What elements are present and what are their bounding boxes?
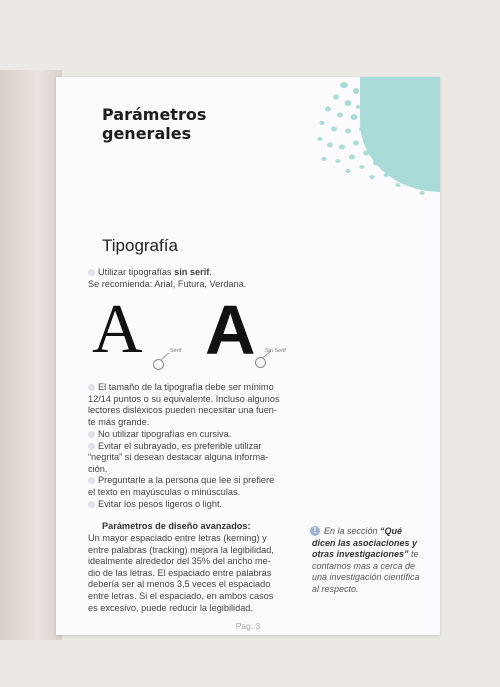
bullet-sans-serif <box>88 267 246 290</box>
title-line-2: generales <box>102 124 192 143</box>
preguntar-line-1: Preguntarle a la persona que lee si prefiere <box>98 475 275 486</box>
size-line-2: 12/14 puntos o su equivalente. Incluso algunos <box>88 393 280 404</box>
advanced-line-2: entre palabras (tracking) mejora la legibilidad, <box>88 544 274 555</box>
bullet-dot-icon <box>88 477 95 484</box>
bullet-dot-icon <box>88 269 95 276</box>
advanced-line-1: Un mayor espaciado entre letras (kerning) y <box>88 533 267 543</box>
serif-callout-line <box>161 353 169 360</box>
sans-serif-label: Sin Serif <box>265 348 286 354</box>
advanced-line-4: dio de las letras. El espaciado entre palabras <box>88 567 272 578</box>
bullet-dot-icon <box>88 384 95 391</box>
bullet-pesos: Evitar los pesos ligeros o light. <box>98 498 223 509</box>
sans-callout-circle <box>255 357 266 368</box>
note-bold: “Qué dicen las asociaciones y otras investigaciones” <box>312 526 418 560</box>
bullet-list-rules <box>88 429 433 510</box>
decorative-dot-pattern <box>314 77 440 207</box>
booklet-page <box>56 77 440 635</box>
section-heading: Tipografía <box>102 236 178 255</box>
subrayado-line-2: “negrita” si desean destacar alguna informa- <box>88 452 269 463</box>
bullet-text-end: . <box>209 267 212 277</box>
advanced-line-3: idealmente alrededor del 35% del ancho me- <box>88 556 271 567</box>
bullet-bold-text: sin serif <box>174 267 210 277</box>
subrayado-line-1: Evitar el subrayado, es preferible utilizar <box>98 440 262 451</box>
advanced-line-5: debería ser al menos 3,5 veces el espaciado <box>88 579 271 590</box>
advanced-heading: Parámetros de diseño avanzados: <box>102 521 251 531</box>
book-spine-shadow <box>0 70 62 640</box>
bullet-dot-icon <box>88 431 95 438</box>
page-title <box>102 105 206 143</box>
advanced-paragraph <box>88 533 302 614</box>
size-line-1: El tamaño de la tipografía debe ser mínimo <box>98 382 274 392</box>
serif-letter-sample: A <box>92 291 143 368</box>
bullet-cursiva: No utilizar tipografías en cursiva. <box>98 429 232 439</box>
bullet-dot-icon <box>88 501 95 508</box>
title-line-1: Parámetros <box>102 105 207 124</box>
sans-letter-sample: A <box>205 291 256 369</box>
note-intro: En la sección <box>324 526 381 536</box>
serif-callout-circle <box>153 359 164 370</box>
side-note <box>312 526 420 596</box>
size-line-4: te más grande. <box>88 416 150 427</box>
subrayado-line-3: ción. <box>88 463 108 474</box>
page-number: Pag. 3 <box>235 621 261 631</box>
advanced-line-6: entre letras. Si el espaciado, en ambos casos <box>88 590 274 601</box>
recommend-text: Se recomienda: Arial, Futura, Verdana. <box>88 278 247 289</box>
bullet-font-size <box>88 382 433 428</box>
bullet-dot-icon <box>88 443 95 450</box>
size-line-3: lectores disléxicos pueden necesitar una fuen- <box>88 405 277 416</box>
note-rest: te contamos mas a cerca de una investigación científica al respecto. <box>312 549 420 594</box>
preguntar-line-2: el texto en mayúsculas o minúsculas. <box>88 486 241 497</box>
info-exclamation-icon: ! <box>310 526 320 536</box>
serif-label: Serif <box>170 348 182 354</box>
bullet-text: Utilizar tipografías <box>98 267 175 277</box>
advanced-line-7: es excesivo, puede reducir la legibilidad. <box>88 602 253 613</box>
